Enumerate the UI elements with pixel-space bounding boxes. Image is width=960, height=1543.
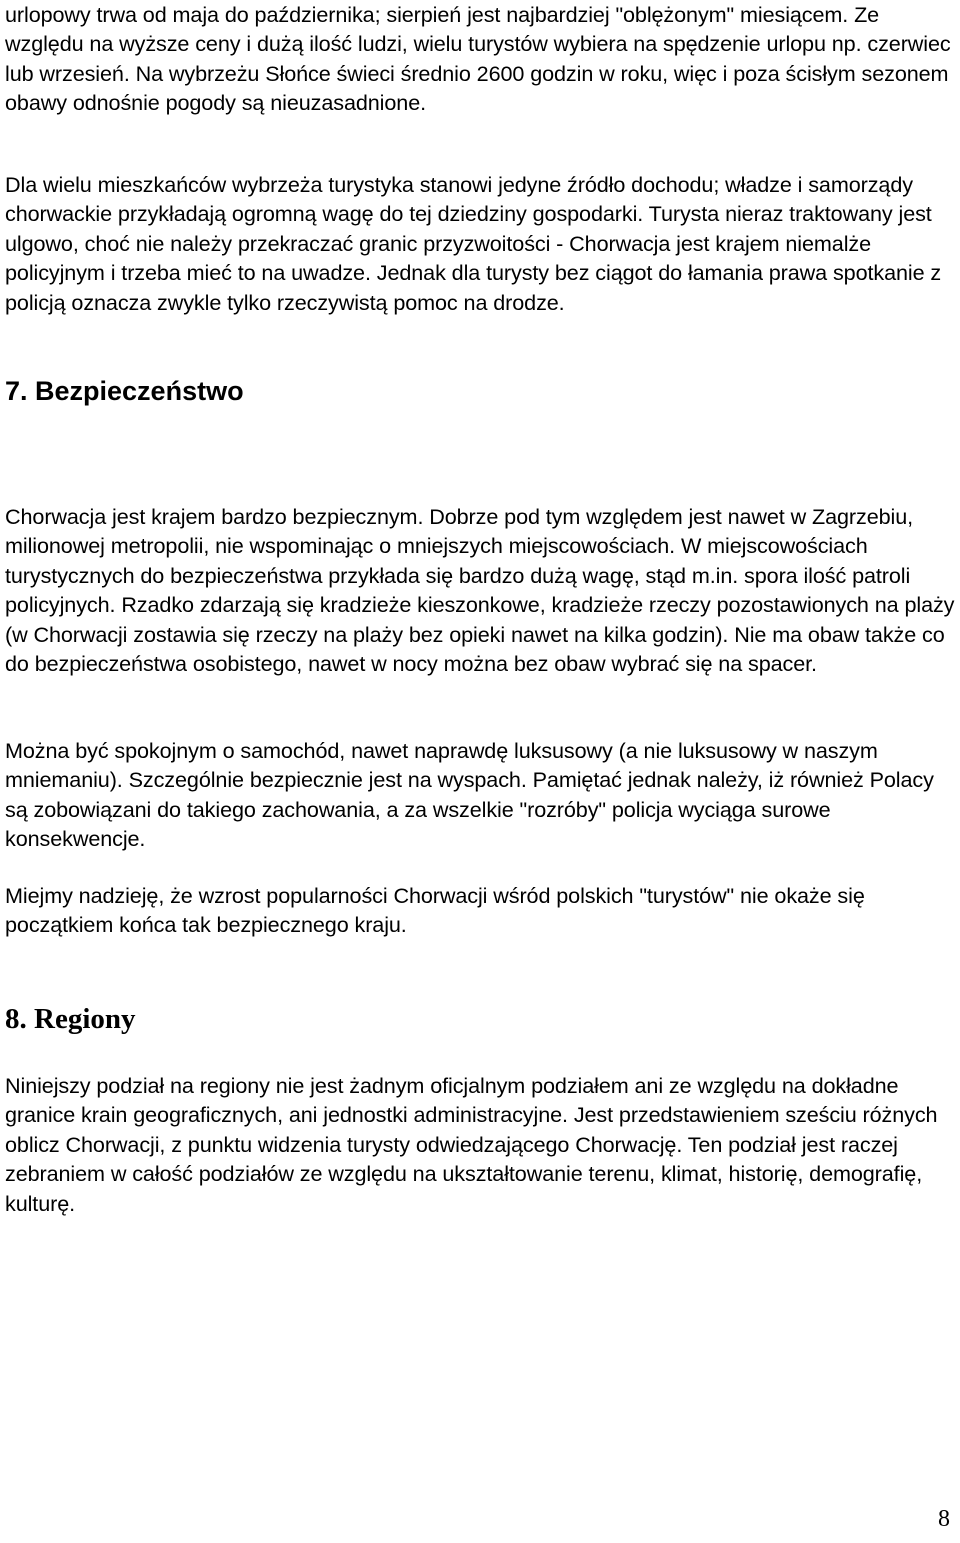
paragraph-regions-intro: Niniejszy podział na regiony nie jest żadnym oficjalnym podziałem ani ze względu na dokładne granice krain geograficznych, ani jednostki administracyjne. Jest przedstawieniem sześciu różnych oblicz Chorwacji, z punktu widzenia turysty odwiedzającego Chorwację. Ten podział jest raczej zebraniem w całość podziałów ze względu na ukształtowanie terenu, klimat, historię, demografię, kulturę. xyxy=(5,1073,938,1216)
page-number: 8 xyxy=(938,1506,950,1532)
section-heading-safety: 7. Bezpieczeństwo xyxy=(5,376,244,406)
paragraph-season: urlopowy trwa od maja do października; sierpień jest najbardziej "oblężonym" miesiącem. Ze względu na wyższe ceny i dużą ilość ludzi, wielu turystów wybiera na spędzenie urlopu np. czerwiec lub wrzesień. Na wybrzeżu Słońce świeci średnio 2600 godzin w roku, więc i poza ścisłym sezonem obawy odnośnie pogody są nieuzasadnione. xyxy=(5,2,951,116)
paragraph-safety-hope: Miejmy nadzieję, że wzrost popularności Chorwacji wśród polskich "turystów" nie okaże się początkiem końca tak bezpiecznego kraju. xyxy=(5,883,865,938)
paragraph-safety-car: Można być spokojnym o samochód, nawet naprawdę luksusowy (a nie luksusowy w naszym mniemaniu). Szczególnie bezpiecznie jest na wyspach. Pamiętać jednak należy, iż również Polacy są zobowiązani do takiego zachowania, a za wszelkie "rozróby" policja wyciąga surowe konsekwencje. xyxy=(5,738,934,852)
section-heading-regions: 8. Regiony xyxy=(5,1003,136,1035)
paragraph-safety-general: Chorwacja jest krajem bardzo bezpiecznym. Dobrze pod tym względem jest nawet w Zagrzebiu, milionowej metropolii, nie wspominając o mniejszych miejscowościach. W miejscowościach turystycznych do bezpieczeństwa przykłada się bardzo dużą wagę, stąd m.in. spora ilość patroli policyjnych. Rzadko zdarzają się kradzieże kieszonkowe, kradzieże rzeczy pozostawionych na plaży (w Chorwacji zostawia się rzeczy na plaży bez opieki nawet na kilka godzin). Nie ma obaw także co do bezpieczeństwa osobistego, nawet w nocy można bez obaw wybrać się na spacer. xyxy=(5,504,955,677)
paragraph-tourism-economy: Dla wielu mieszkańców wybrzeża turystyka stanowi jedyne źródło dochodu; władze i samorządy chorwackie przykładają ogromną wagę do tej dziedziny gospodarki. Turysta nieraz traktowany jest ulgowo, choć nie należy przekraczać granic przyzwoitości - Chorwacja jest krajem niemalże policyjnym i trzeba mieć to na uwadze. Jednak dla turysty bez ciągot do łamania prawa spotkanie z policją oznacza zwykle tylko rzeczywistą pomoc na drodze. xyxy=(5,172,942,315)
